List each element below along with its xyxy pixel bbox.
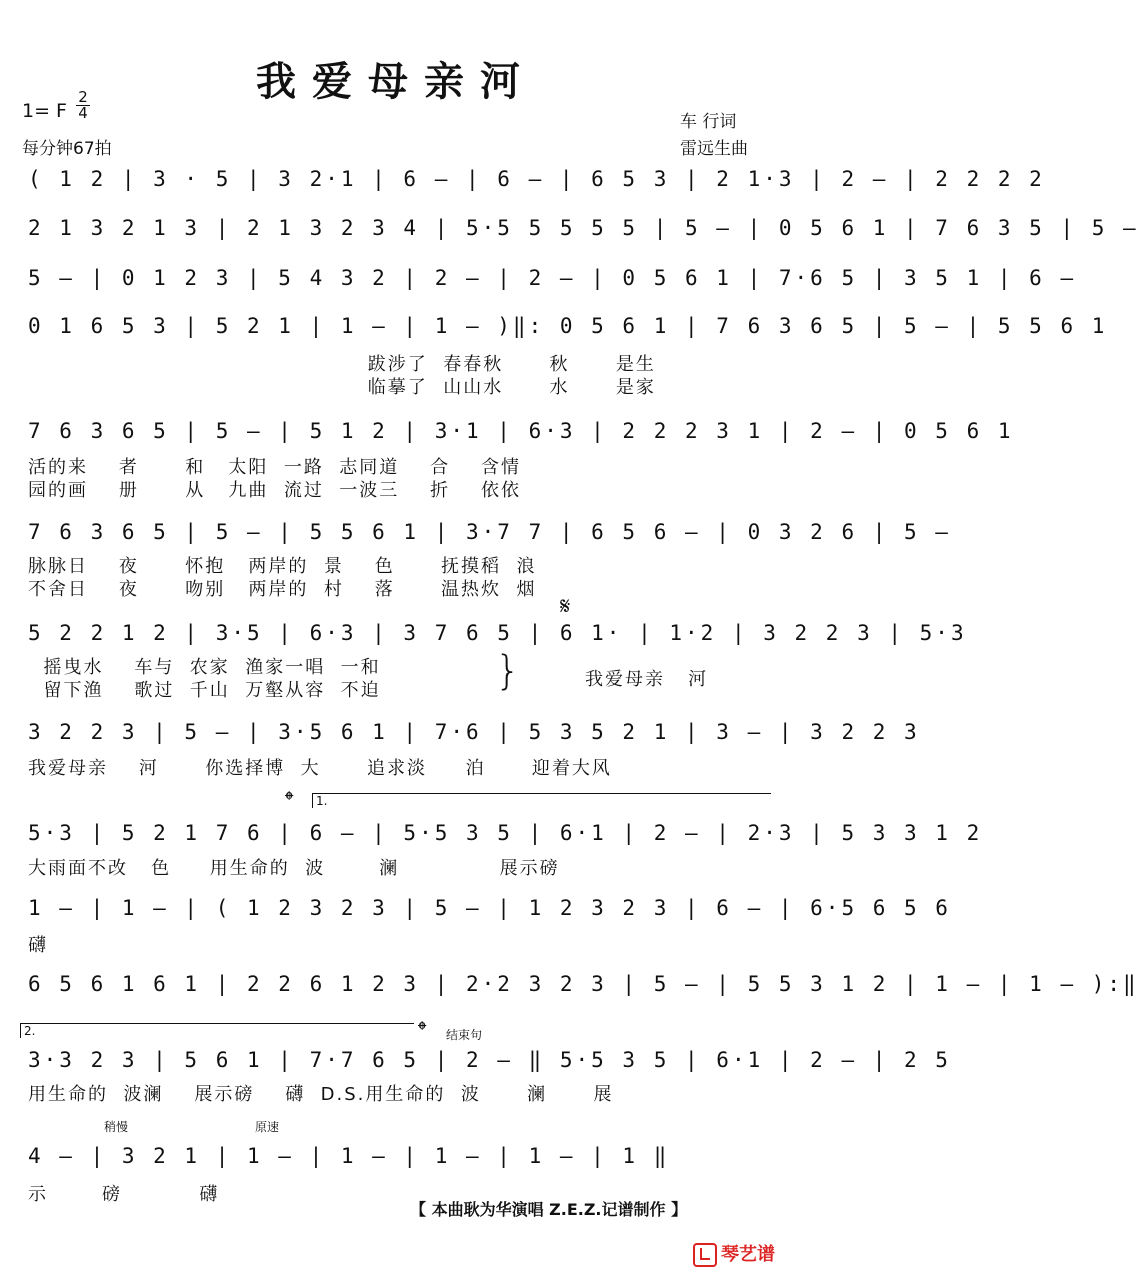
time-sig-bottom: 4 <box>76 105 90 121</box>
notes-row: 7 6 3 6 5 | 5 – | 5 1 2 | 3·1 | 6·3 | 2 2 2 3 1 | 2 – | 0 5 6 1 <box>28 419 1014 443</box>
notes-row: 6 5 6 1 6 1 | 2 2 6 1 2 3 | 2·2 3 2 3 | 5 – | 5 5 3 1 2 | 1 – | 1 – ):‖ <box>28 972 1139 996</box>
notes-row: 1 – | 1 – | ( 1 2 3 2 3 | 5 – | 1 2 3 2 3 | 6 – | 6·5 6 5 6 <box>28 896 951 920</box>
lyric-line: 临摹了 山山水 水 是家 <box>28 377 656 398</box>
lyric-line: 摇曳水 车与 农家 渔家一唱 一和 <box>28 657 381 678</box>
credit-line: 【 本曲耿为华演唱 Z.E.Z.记谱制作 】 <box>410 1200 688 1219</box>
staff-system-7 <box>28 617 967 657</box>
notes-row: 4 – | 3 2 1 | 1 – | 1 – | 1 – | 1 – | 1 ‖ <box>28 1144 670 1168</box>
staff-system-9 <box>28 817 983 857</box>
lyric-line: 活的来 者 和 太阳 一路 志同道 合 含情 <box>28 457 522 478</box>
volta-1: 1. <box>312 793 771 808</box>
time-sig-top: 2 <box>78 88 88 106</box>
tempo-original: 原速 <box>255 1120 280 1134</box>
notes-row: 3 2 2 3 | 5 – | 3·5 6 1 | 7·6 | 5 3 5 2 1 | 3 – | 3 2 2 3 <box>28 720 920 744</box>
site-logo <box>693 1240 775 1267</box>
composer: 雷远生曲 <box>680 139 748 159</box>
staff-system-2 <box>28 212 1139 252</box>
notes-row: 5 2 2 1 2 | 3·5 | 6·3 | 3 7 6 5 | 6 1· | 1·2 | 3 2 2 3 | 5·3 <box>28 621 967 645</box>
staff-system-12 <box>28 1044 951 1084</box>
staff-system-11 <box>28 968 1139 1008</box>
tempo-marking: 每分钟67拍 <box>22 139 112 159</box>
lyric-line: 我爱母亲 河 你选择博 大 追求淡 泊 迎着大风 <box>28 758 612 779</box>
staff-system-4 <box>28 310 1108 350</box>
notes-row: 5 – | 0 1 2 3 | 5 4 3 2 | 2 – | 2 – | 0 5 6 1 | 7·6 5 | 3 5 1 | 6 – <box>28 266 1077 290</box>
coda-sign: 𝄌 <box>285 786 294 814</box>
song-title: 我爱母亲河 <box>256 59 536 105</box>
lyric-line: 跋涉了 春春秋 秋 是生 <box>28 354 656 375</box>
notes-row: 7 6 3 6 5 | 5 – | 5 5 6 1 | 3·7 7 | 6 5 6 – | 0 3 2 6 | 5 – <box>28 520 951 544</box>
staff-system-3 <box>28 262 1077 302</box>
lyric-brace: } <box>495 648 521 694</box>
logo-icon <box>693 1243 717 1267</box>
lyric-line: 我爱母亲 河 <box>585 669 709 690</box>
lyric-line: 礴 <box>28 935 48 956</box>
volta-2: 2. <box>20 1023 414 1038</box>
coda-sign-2: 𝄌 <box>418 1016 427 1044</box>
staff-system-10 <box>28 892 951 932</box>
lyric-line: 园的画 册 从 九曲 流过 一波三 折 依依 <box>28 480 522 501</box>
time-signature <box>76 90 90 121</box>
staff-system-13 <box>28 1140 768 1180</box>
notes-row: 5·3 | 5 2 1 7 6 | 6 – | 5·5 3 5 | 6·1 | 2 – | 2·3 | 5 3 3 1 2 <box>28 821 983 845</box>
lyricist: 车 行词 <box>680 112 737 132</box>
staff-system-8 <box>28 716 920 756</box>
lyric-line: 示 磅 礴 <box>28 1184 220 1205</box>
notes-row: 0 1 6 5 3 | 5 2 1 | 1 – | 1 – )‖: 0 5 6 1 | 7 6 3 6 5 | 5 – | 5 5 6 1 <box>28 314 1108 338</box>
lyric-line: 用生命的 波澜 展示磅 礴 D.S.用生命的 波 澜 展 <box>28 1084 614 1105</box>
lyric-line: 脉脉日 夜 怀抱 两岸的 景 色 抚摸稻 浪 <box>28 556 537 577</box>
lyric-line: 大雨面不改 色 用生命的 波 澜 展示磅 <box>28 858 560 879</box>
staff-system-6 <box>28 516 951 556</box>
logo-text: 琴艺谱 <box>721 1244 775 1265</box>
staff-system-5 <box>28 415 1014 455</box>
lyric-line: 不舍日 夜 吻别 两岸的 村 落 温热炊 烟 <box>28 579 537 600</box>
tempo-slow: 稍慢 <box>104 1120 129 1134</box>
coda-label: 结束句 <box>446 1028 483 1042</box>
notes-row: 2 1 3 2 1 3 | 2 1 3 2 3 4 | 5·5 5 5 5 5 | 5 – | 0 5 6 1 | 7 6 3 5 | 5 – <box>28 216 1139 240</box>
notes-row: 3·3 2 3 | 5 6 1 | 7·7 6 5 | 2 – ‖ 5·5 3 5 | 6·1 | 2 – | 2 5 <box>28 1048 951 1072</box>
notes-row: ( 1 2 | 3 · 5 | 3 2·1 | 6 – | 6 – | 6 5 3 | 2 1·3 | 2 – | 2 2 2 2 <box>28 167 1045 191</box>
segno-sign: 𝄋 <box>560 592 571 620</box>
key-signature: 1= F <box>22 100 67 122</box>
lyric-line: 留下渔 歌过 千山 万壑从容 不迫 <box>28 680 381 701</box>
staff-system-1 <box>28 163 1045 203</box>
